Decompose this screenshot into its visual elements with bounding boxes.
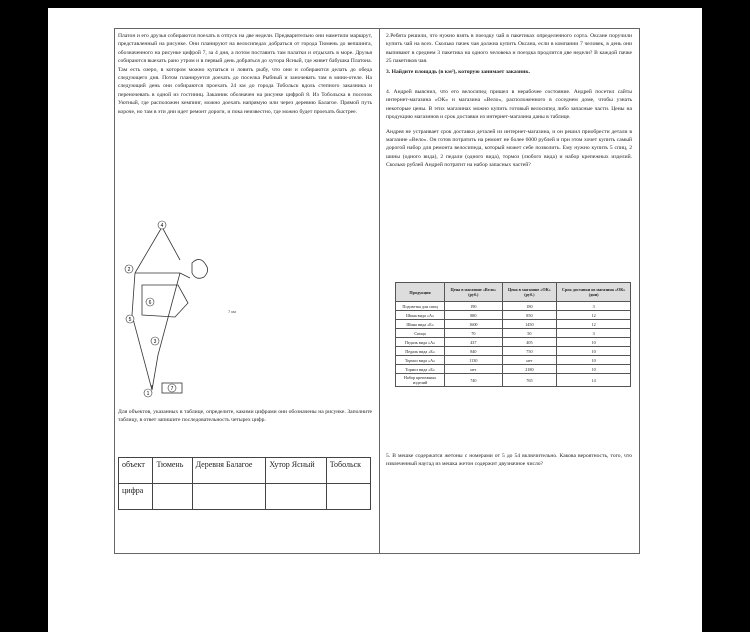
table-cell: 437 <box>445 338 502 347</box>
map-label-6: 1 <box>146 391 150 397</box>
answer-cell[interactable] <box>153 484 192 510</box>
column-header: Продукция <box>396 283 445 302</box>
task4-question: Андрея не устраивает срок доставки деталей из интернет-магазина, и он решил приобрести детали в магазине «Вело». Он готов потратить на ремонт не более 6000 рублей и при этом хочет купить самый дорогой набор для ремонта велосипеда, который может себе позволить. Ему нужно купить 5 спиц, 2 шины (одного вида), 2 педали (одного вида), тормоз (любого вида) и набор крепежных изделий. Сколько рублей Андрей потратит на набор запасных частей? <box>386 128 632 169</box>
table-row <box>396 338 631 347</box>
answer-cell[interactable] <box>326 484 370 510</box>
table-row <box>396 320 631 329</box>
table-header-row <box>396 283 631 302</box>
table-row <box>396 356 631 365</box>
table-cell: Набор крепежных изделий <box>396 374 445 387</box>
map-scale-label: 7 км <box>228 309 236 314</box>
table-cell: 50 <box>502 329 557 338</box>
table-row <box>396 302 631 311</box>
table-cell: нет <box>502 356 557 365</box>
table-cell: цифра <box>119 484 153 510</box>
table-cell: объект <box>119 458 153 484</box>
column-header: Цена в магазине «Вело» (руб.) <box>445 283 502 302</box>
table-cell: 880 <box>445 311 502 320</box>
table-cell: Шина вида «А» <box>396 311 445 320</box>
task1-instruction: Для объектов, указанных в таблице, определите, какими цифрами они обозначены на рисунке. Заполните таблицу, в ответ запишите последовательность четырех цифр. <box>118 409 372 424</box>
answer-table <box>118 457 371 510</box>
table-cell: Педаль вида «А» <box>396 338 445 347</box>
map-label-5: 3 <box>153 339 157 345</box>
table-cell: 2180 <box>502 365 557 374</box>
table-cell: нет <box>445 365 502 374</box>
table-row <box>396 347 631 356</box>
column-header: Срок доставки из магазина «ОК» (дни) <box>557 283 631 302</box>
table-cell: 12 <box>557 311 631 320</box>
table-cell: 10 <box>557 338 631 347</box>
price-table <box>395 282 631 387</box>
table-cell: 10 <box>557 347 631 356</box>
task5-block <box>386 452 632 471</box>
table-cell: Тюмень <box>153 458 192 484</box>
table-cell: 10 <box>557 365 631 374</box>
table-cell: 70 <box>445 329 502 338</box>
answer-cell[interactable] <box>266 484 326 510</box>
task5-text: 5. В мешке содержатся жетоны с номерами от 5 до 54 включительно. Какова вероятность, того, что извлеченный наугад из мешка жетон содержит двузначное число? <box>386 453 632 468</box>
column-header: Цена в магазине «ОК» (руб.) <box>502 283 557 302</box>
map-label-2: 2 <box>127 267 131 273</box>
table-cell: 750 <box>502 347 557 356</box>
task2-text: 2.Ребята решили, что нужно взять в поездку чай в пакетиках определенного сорта. Оксане поручили купить чай на всех. Сколько пачек чая должна купить Оксана, если в компании 7 человек, в день они выпивают в среднем 3 пакетика на одного человека и поездка продлится две недели? В каждой пачке 25 пакетиков чая. <box>386 33 632 65</box>
table-row <box>396 365 631 374</box>
table-cell: 12 <box>557 320 631 329</box>
table-cell: Деревня Балагое <box>192 458 266 484</box>
table-cell: 765 <box>502 374 557 387</box>
table-cell: Тормоз вида «Б» <box>396 365 445 374</box>
answer-cell[interactable] <box>192 484 266 510</box>
table-cell: 10 <box>557 356 631 365</box>
table-cell: 740 <box>445 374 502 387</box>
task4-intro: 4. Андрей выяснил, что его велосипед пришел в нерабочее состояние. Андрей посетил сайты интернет-магазина «ОК» и магазина «Вело», расположенного в соседнем доме, чтобы узнать некоторые цены. В этих магазинах можно купить готовый велосипед либо запасные части. Цены на продукцию магазинов и срок доставки из интернет-магазина даны в таблице. <box>386 89 632 121</box>
map-label-4: 5 <box>128 317 132 323</box>
table-cell: Шина вида «Б» <box>396 320 445 329</box>
map-label-7: 7 <box>170 386 174 392</box>
table-row <box>396 311 631 320</box>
table-cell: 1600 <box>445 320 502 329</box>
column-divider <box>379 28 380 554</box>
route-map <box>120 215 260 415</box>
table-row <box>396 329 631 338</box>
table-cell: 3 <box>557 329 631 338</box>
table-cell: Спица <box>396 329 445 338</box>
task3-text: 3. Найдите площадь (в км²), которую занимает заказник. <box>386 68 530 75</box>
task1-instruction-block <box>118 408 372 427</box>
table-cell: Тобольск <box>326 458 370 484</box>
table-cell: Хутор Ясный <box>266 458 326 484</box>
table-cell: 190 <box>445 302 502 311</box>
table-row <box>396 374 631 387</box>
table-cell: 850 <box>502 311 557 320</box>
table-cell: 840 <box>445 347 502 356</box>
right-column <box>386 32 632 172</box>
table-cell: Педаль вида «Б» <box>396 347 445 356</box>
route-description: Платон и его друзья собираются поехать в отпуск на две недели. Предварительно они наметили маршрут, представленный на рисунке. Они планируют на велосипедах добраться от города Тюмень до вепшинга, обозначенного на рисунке цифрой 7, за 4 дня, а потом поставить там палатки и отдыхать в море. Друзья собираются выехать рано утром и в первый день добраться до хутора Ясный, где живет бабушка Платона. Там есть озеро, в котором можно купаться и ловить рыбу, что они и собираются делать до обеда следующего дня. Потом планируется доехать до поселка Рыбный и заночевать там в мини-отеле. На следующий день они собираются проехать 24 км до города Тобольск вдоль степного заказника и переночевать в одной из гостиниц. Заказник обозначен на рисунке цифрой 8. Из Тобольска в поселок Уютный, где расположен кемпинг, можно доехать напрямую или через деревню Балагое. Прямой путь короче, но там в эти дни идет ремонт дороги, и пока неизвестно, где можно будет проехать быстрее. <box>118 33 372 115</box>
table-cell: Тормоз вида «А» <box>396 356 445 365</box>
table-cell: 1450 <box>502 320 557 329</box>
table-cell: 1130 <box>445 356 502 365</box>
map-label-3: 6 <box>148 300 152 306</box>
table-cell: 14 <box>557 374 631 387</box>
table-cell: 180 <box>502 302 557 311</box>
table-cell: 3 <box>557 302 631 311</box>
table-row <box>119 458 371 484</box>
map-label-1: 4 <box>160 223 164 229</box>
table-cell: Подсветка для спиц <box>396 302 445 311</box>
left-column <box>118 32 372 118</box>
table-row <box>119 484 371 510</box>
table-cell: 405 <box>502 338 557 347</box>
